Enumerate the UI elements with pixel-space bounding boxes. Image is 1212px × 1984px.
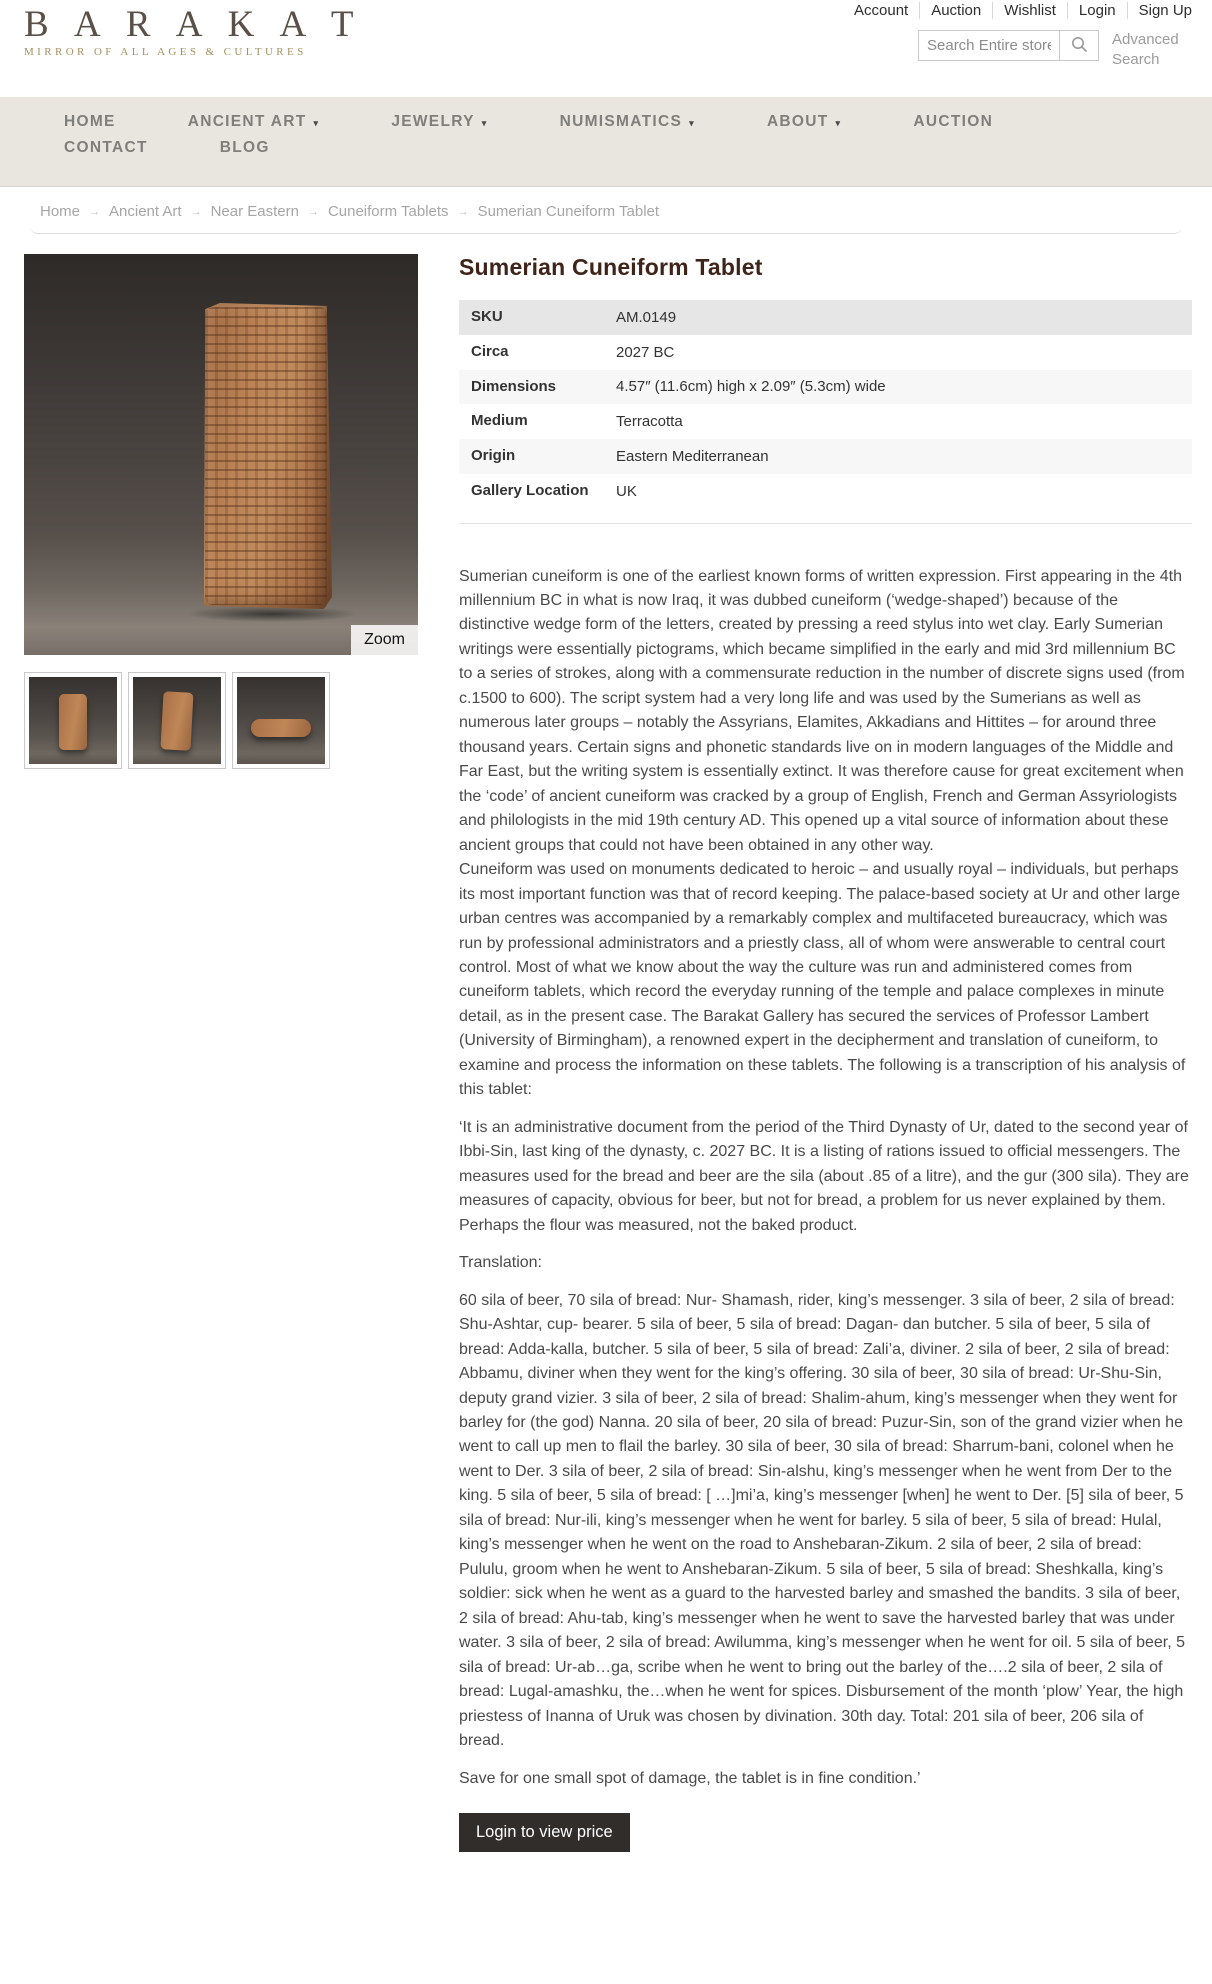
thumbnail-side-view[interactable] [232, 672, 330, 769]
breadcrumb-current: Sumerian Cuneiform Tablet [477, 203, 660, 220]
nav-item-auction[interactable]: AUCTION [913, 113, 994, 130]
spec-label: SKU [471, 308, 503, 325]
breadcrumb-home[interactable]: Home [40, 203, 81, 220]
nav-item-contact[interactable]: CONTACT [64, 139, 148, 156]
thumbnail-back-view[interactable] [128, 672, 226, 769]
account-link[interactable]: Account [854, 2, 909, 19]
table-row [459, 335, 1192, 370]
spec-table [459, 300, 1192, 509]
breadcrumb-container [0, 187, 1212, 234]
nav-item-numismatics[interactable]: NUMISMATICS ▾ [559, 113, 695, 130]
nav-item-about[interactable]: ABOUT ▾ [766, 113, 842, 130]
nav-row-1 [64, 113, 1212, 131]
search-input[interactable] [919, 31, 1059, 60]
logo-tagline: MIRROR OF ALL AGES & CULTURES [24, 46, 307, 58]
nav-item-ancient-art[interactable]: ANCIENT ART ▾ [187, 113, 320, 130]
condition-note: Save for one small spot of damage, the tablet is in fine condition.’ [459, 1769, 921, 1787]
spec-label: Circa [471, 342, 509, 360]
site-header [0, 0, 1212, 97]
auction-link[interactable]: Auction [931, 2, 982, 19]
tablet-shadow [184, 606, 360, 622]
search-box [918, 30, 1099, 61]
analysis-paragraph: ‘It is an administrative document from the period of the Third Dynasty of Ur, dated to the second year of Ibbi-Sin, last king of the dynasty, c. 2027 BC. It is a listing of rations issued to official messengers. The measures used for the bread and beer are the sila (about .85 of a litre), and the gur (300 sila). They are measures of capacity, obvious for beer, but not for bread, a problem for us never explained by them. Perhaps the flour was measured, not the baked product. [459, 1118, 1189, 1234]
thumbnail-strip [24, 672, 422, 769]
breadcrumb-arrow-icon: → [190, 205, 202, 218]
spec-value: Terracotta [616, 413, 683, 431]
spec-label: Gallery Location [471, 481, 589, 499]
nav-row-2 [64, 139, 1212, 157]
breadcrumb-near-eastern[interactable]: Near Eastern [210, 203, 299, 220]
spec-label: Medium [471, 412, 528, 430]
page-title: Sumerian Cuneiform Tablet [459, 254, 763, 280]
description-paragraph: Cuneiform was used on monuments dedicated to heroic – and usually royal – individuals, but perhaps its most important function was that of record keeping. The palace-based society at Ur and other large urban centres was accompanied by a remarkably complex and multifaceted bureaucracy, which was run by professional administrators and a priestly class, all of whom were answerable to central court control. Most of what we know about the way the culture was run and administered comes from cuneiform tablets, which record the everyday running of the temple and palace complexes in minute detail, as in the present case. The Barakat Gallery has secured the services of Professor Lambert (University of Birmingham), a renowned expert in the decipherment and translation of cuneiform, to examine and process the information on these tablets. The following is a transcription of his analysis of this tablet: [459, 861, 1186, 1099]
breadcrumb-arrow-icon: → [89, 205, 101, 218]
thumbnail-front-view[interactable] [24, 672, 122, 769]
spec-value: UK [616, 482, 637, 500]
description-paragraph: Sumerian cuneiform is one of the earliest known forms of written expression. First appearing in the 4th millennium BC in what is now Iraq, it was dubbed cuneiform (‘wedge-shaped’) because of the distinctive wedge form of the letters, created by pressing a reed stylus into wet clay. Early Sumerian writings were essentially pictograms, which became simplified in the early and mid 3rd millennium BC to a series of strokes, along with a commensurate reduction in the number of discrete signs used (from c.1500 to 600). The script system had a very long life and was used by the Sumerians as well as numerous later groups – notably the Assyrians, Elamites, Akkadians and Hittites – for around three thousand years. Certain signs and phonetic standards live on in modern languages of the Middle and Far East, but the writing system is essentially extinct. It was therefore cause for great excitement when the ‘code’ of ancient cuneiform was cracked by a group of English, French and German Assyriologists and philologists in the mid 19th century AD. This opened up a vital source of information about these ancient groups that could not have been obtained in any other way. [459, 567, 1185, 854]
main-content [0, 234, 1212, 1852]
signup-link[interactable]: Sign Up [1138, 2, 1192, 19]
translation-text: 60 sila of beer, 70 sila of bread: Nur- Shamash, rider, king’s messenger. 3 sila of beer, 2 sila of bread: Shu-Ashtar, cup- bearer. 5 sila of beer, 5 sila of bread: Dagan- dan butcher. 5 sila of beer, 5 sila of bread: Adda-kalla, butcher. 5 sila of beer, 5 sila of bread: Zali’a, diviner. 2 sila of beer, 2 sila of bread: Abbamu, diviner when they went for the king’s offering. 30 sila of beer, 30 sila of bread: Ur-Shu-Sin, deputy grand vizier. 3 sila of beer, 2 sila of bread: Shalim-ahum, king’s messenger when they went for barley for (the god) Nanna. 20 sila of beer, 20 sila of bread: Puzur-Sin, son of the grand vizier when he went to call up men to flail the barley. 30 sila of beer, 30 sila of bread: Sharrum-bani, colonel when he went to Der. 3 sila of beer, 2 sila of bread: Sin-alshu, king’s messenger when he went from Der to the king. 5 sila of beer, 5 sila of bread: [ …]mi’a, king’s messenger [when] he went to Der. [5] sila of beer, 5 sila of bread: Nur-ili, king’s messenger when he went for barley. 5 sila of beer, 5 sila of bread: Hulal, king’s messenger when he went on the road to Anshebaran-Zikum. 2 sila of beer, 2 sila of bread: Pululu, groom when he went to Anshebaran-Zikum. 5 sila of beer, 5 sila of bread: Sheshkalla, king’s soldier: sick when he went as a guard to the harvested barley and smashed the bandits. 3 sila of beer, 2 sila of bread: Ahu-tab, king’s messenger when he went to save the harvested barley that was under water. 3 sila of beer, 2 sila of bread: Awilumma, king’s messenger when he went for oil. 5 sila of beer, 5 sila of bread: Ur-ab…ga, scribe when he went to bring out the barley of the….2 sila of beer, 2 sila of bread: Lugal-amashku, the…when he went for spices. Disbursement of the month ‘plow’ Year, the high priestess of Inanna of Uruk was chosen by divination. 30th day. Total: 201 sila of beer, 206 sila of bread. [459, 1291, 1186, 1750]
breadcrumb-ancient-art[interactable]: Ancient Art [109, 203, 182, 220]
table-row [459, 439, 1192, 474]
advanced-search-link[interactable]: Advanced Search [1112, 31, 1179, 69]
account-links [843, 2, 1192, 19]
zoom-button[interactable]: Zoom [351, 625, 418, 655]
chevron-down-icon: ▾ [313, 117, 320, 128]
spec-value: Eastern Mediterranean [616, 447, 769, 465]
breadcrumb-arrow-icon: → [457, 205, 469, 218]
chevron-down-icon: ▾ [835, 117, 842, 128]
breadcrumb [30, 187, 1182, 234]
logo-title: B A R A K A T [24, 4, 363, 45]
table-row [459, 300, 1192, 335]
spec-label: Dimensions [471, 377, 557, 395]
translation-heading: Translation: [459, 1254, 542, 1272]
login-to-view-price-button[interactable]: Login to view price [459, 1813, 630, 1852]
search-button[interactable] [1059, 31, 1098, 60]
table-row [459, 474, 1192, 509]
spec-label: Origin [471, 447, 516, 464]
thumbnail-image [133, 677, 221, 764]
table-row [459, 370, 1192, 405]
table-row [459, 404, 1192, 439]
spec-value: 2027 BC [616, 343, 675, 361]
product-gallery [24, 254, 422, 1852]
section-divider [459, 523, 1192, 524]
nav-item-blog[interactable]: BLOG [219, 139, 270, 156]
product-details [459, 254, 1192, 1852]
chevron-down-icon: ▾ [689, 117, 695, 128]
site-logo[interactable] [24, 6, 362, 58]
nav-item-home[interactable]: HOME [64, 113, 116, 130]
cuneiform-tablet-photo [200, 303, 332, 609]
magnifier-icon [1071, 36, 1088, 56]
product-description [459, 565, 1192, 1792]
thumbnail-image [29, 677, 117, 764]
chevron-down-icon: ▾ [481, 117, 488, 128]
login-link[interactable]: Login [1078, 2, 1116, 19]
search-area [918, 30, 1192, 71]
spec-value: AM.0149 [616, 308, 677, 326]
main-navigation [0, 97, 1212, 187]
nav-item-jewelry[interactable]: JEWELRY ▾ [391, 113, 488, 130]
breadcrumb-arrow-icon: → [307, 205, 319, 218]
product-main-image[interactable] [24, 254, 418, 655]
breadcrumb-cuneiform-tablets[interactable]: Cuneiform Tablets [327, 203, 449, 220]
spec-value: 4.57″ (11.6cm) high x 2.09″ (5.3cm) wide [616, 378, 886, 396]
thumbnail-image [237, 677, 325, 764]
wishlist-link[interactable]: Wishlist [1004, 2, 1056, 19]
